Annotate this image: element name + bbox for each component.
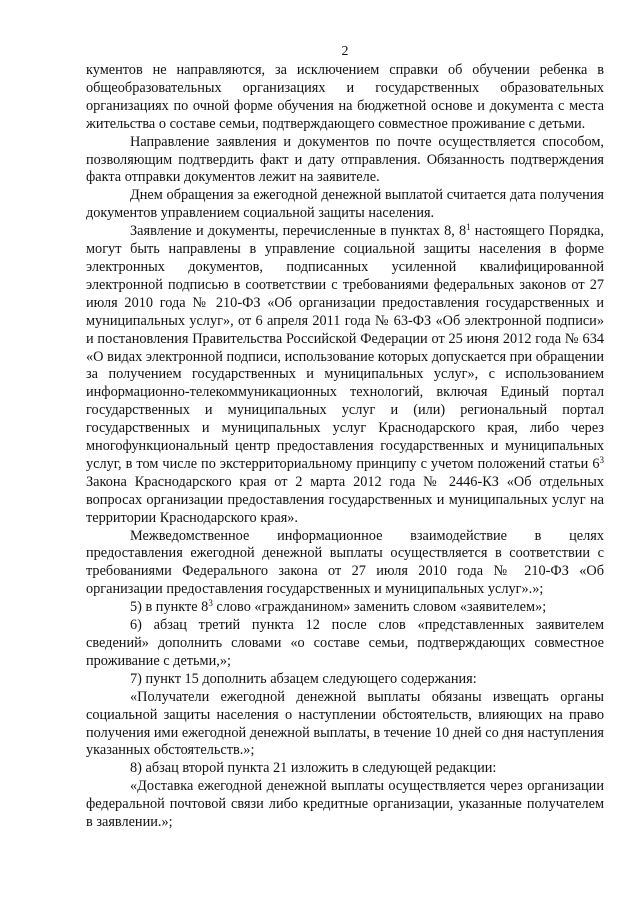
paragraph-item-7-text <box>86 689 604 761</box>
paragraph-text: 7) пункт 15 дополнить абзацем следующего содержания: <box>130 670 477 687</box>
paragraph-text: Днем обращения за ежегодной денежной выплатой считается дата получения документов управлением социальной защиты населения. <box>86 187 604 222</box>
paragraph-text: Направление заявления и документов по почте осуществляется способом, позволяющим подтвердить факт и дату отправления. Обязанность подтверждения факта отправки документов лежит на заявителе. <box>86 133 604 186</box>
paragraph-item-7 <box>86 671 604 689</box>
superscript: 3 <box>208 598 213 609</box>
paragraph-text: «Доставка ежегодной денежной выплаты осуществляется через организации федеральной почтовой связи либо кредитные организации, указанные получателем в заявлении.»; <box>86 778 604 831</box>
paragraph-text: Заявление и документы, перечисленные в пунктах 8, 8 <box>130 223 467 240</box>
paragraph-mail-submission <box>86 134 604 188</box>
paragraph-item-8-text <box>86 778 604 832</box>
paragraph-text: 6) абзац третий пункта 12 после слов «представленных заявителем сведений» дополнить словами «о составе семьи, подтверждающих совместное проживание с детьми,»; <box>86 617 604 669</box>
paragraph-text: Межведомственное информационное взаимодействие в целях предоставления ежегодной денежной выплаты осуществляется в соответствии с требованиями Федерального закона от 27 июля 2010 года № 210-ФЗ «Об организации предоставления государственных и муниципальных услуг».»; <box>86 527 604 598</box>
paragraph-item-5 <box>86 599 604 617</box>
paragraph-item-6 <box>86 617 604 671</box>
paragraph-electronic-submission <box>86 223 604 527</box>
paragraph-interagency <box>86 528 604 600</box>
paragraph-continuation <box>86 62 604 134</box>
paragraph-application-date <box>86 187 604 223</box>
paragraph-text: настоящего Порядка, могут быть направлены в управление социальной защиты населения в форме электронных документов, подписанных усиленной квалифицированной электронной подписью в соответствии с требованиями федеральных законов от 27 июля 2010 года № 210-ФЗ «Об организации предоставления государственных и муниципальных услуг», от 6 апреля 2011 года № 63-ФЗ «Об электронной подписи» и постановления Правительства Российской Федерации от 25 июня 2012 года № 634 «О видах электронной подписи, использование которых допускается при обращении за получением государственных и муниципальных услуг», с использованием информационно-телекоммуникационных технологий, включая Единый портал государственных и муниципальных услуг и (или) региональный портал государственных и муниципальных услуг Краснодарского края, либо через многофункциональный центр предоставления государственных и муниципальных услуг, в том числе по экстерриториальному принципу с учетом положений статьи 6 <box>86 223 604 472</box>
paragraph-text: слово «гражданином» заменить словом «заявителем»; <box>212 599 547 616</box>
superscript: 3 <box>599 454 604 465</box>
paragraph-text: Закона Краснодарского края от 2 марта 2012 года № 2446-КЗ «Об отдельных вопросах организации предоставления государственных и муниципальных услуг на территории Краснодарского края». <box>86 473 604 526</box>
paragraph-item-8 <box>86 760 604 778</box>
paragraph-text: «Получатели ежегодной денежной выплаты обязаны извещать органы социальной защиты населения о наступлении обстоятельств, влияющих на право получения ими ежегодной денежной выплаты, в течение 10 дней со дня наступления указанных обстоятельств.»; <box>86 688 604 759</box>
superscript: 1 <box>466 222 471 233</box>
paragraph-text: 5) в пункте 8 <box>130 599 209 616</box>
page-number: 2 <box>341 44 349 59</box>
paragraph-text: 8) абзац второй пункта 21 изложить в следующей редакции: <box>130 760 497 777</box>
paragraph-text: кументов не направляются, за исключением справки об обучении ребенка в общеобразовательных организациях и государственных образовательных организациях по очной форме обучения на бюджетной основе и документа с места жительства о составе семьи, подтверждающего совместное проживание с детьми. <box>86 62 604 132</box>
